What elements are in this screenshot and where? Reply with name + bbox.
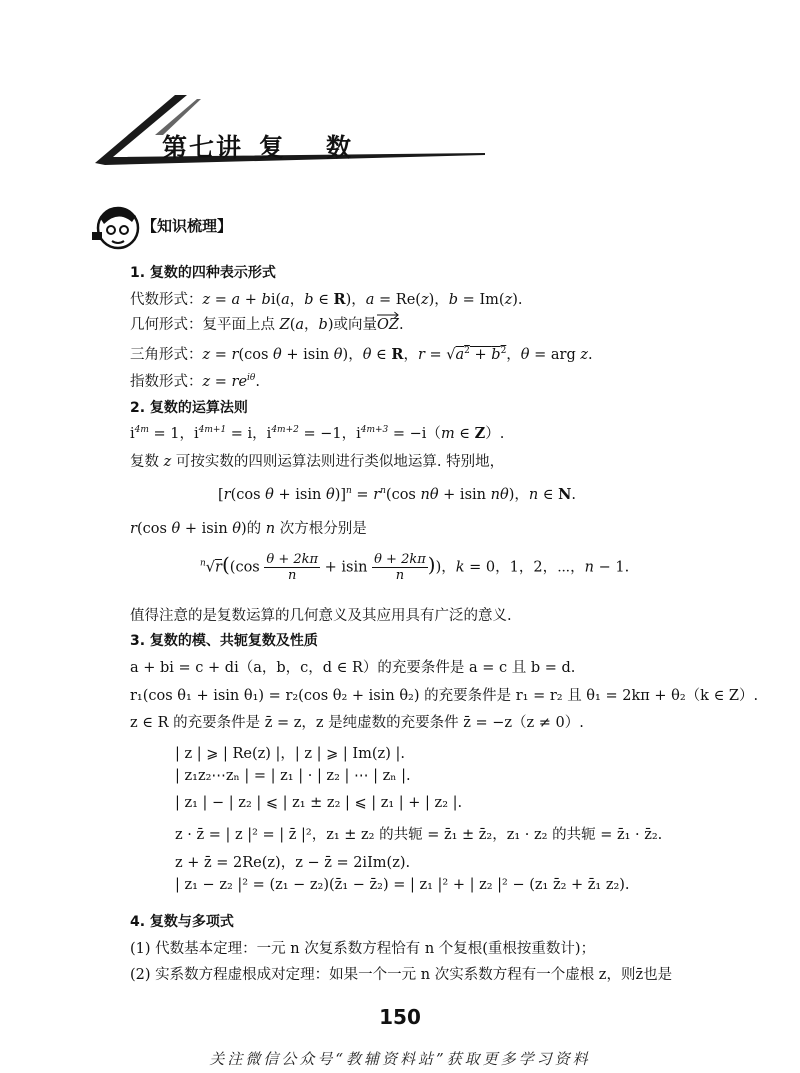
algebraic-form-line: 代数形式：z = a + bi(a，b ∈ R)，a = Re(z)，b = Im(z). bbox=[130, 291, 523, 308]
section-heading-3: 3. 复数的模、共轭复数及性质 bbox=[130, 633, 318, 649]
fraction-1: $\frac{\theta + 2k\pi}{n}$ bbox=[266, 552, 319, 583]
section-heading-2: 2. 复数的运算法则 bbox=[130, 400, 248, 416]
conjugate-property-1: z · z̄ = | z |² = | z̄ |²，z₁ ± z₂ 的共轭 = z̄₁ ± z̄₂，z₁ · z₂ 的共轭 = z̄₁ · z̄₂. bbox=[175, 827, 663, 843]
modulus-property-1: | z | ⩾ | Re(z) |，| z | ⩾ | Im(z) |. bbox=[175, 746, 405, 762]
modulus-difference-property: | z₁ − z₂ |² = (z₁ − z₂)(z̄₁ − z̄₂) = | z₁ |² + | z₂ |² − (z₁ z̄₂ + z̄₁ z₂). bbox=[175, 877, 630, 893]
conjugate-root-theorem-line: (2) 实系数方程虚根成对定理：如果一个一元 n 次实系数方程有一个虚根 z，则z̄也是 bbox=[130, 967, 673, 983]
section-heading-1: 1. 复数的四种表示形式 bbox=[130, 265, 276, 281]
powers-of-i-line: $i^{4m} = 1$，$i^{4m+1} = i$，$i^{4m+2} = -1$，$i^{4m+3} = -i(m$ ∈ Z）. bbox=[130, 425, 505, 442]
exponential-form-line: 指数形式：$z = re^{i\theta}$. bbox=[130, 373, 260, 390]
vector-oz: OZ bbox=[377, 317, 399, 333]
geometric-meaning-line: 值得注意的是复数运算的几何意义及其应用具有广泛的意义. bbox=[130, 608, 512, 624]
trigonometric-form-line: 三角形式：z = r(cos θ + isin θ)，θ ∈ R，$r = √a^2 + b^2$，θ = arg z. bbox=[130, 346, 593, 363]
fraction-2: $\frac{\theta + 2k\pi}{n}$ bbox=[374, 552, 426, 583]
arithmetic-note-line: 复数 z 可按实数的四则运算法则进行类似地运算. 特别地， bbox=[130, 454, 505, 470]
nth-root-intro-line: r(cos θ + isin θ)的 n 次方根分别是 bbox=[130, 521, 367, 537]
page-number: 150 bbox=[379, 1005, 421, 1029]
section-label: 【知识梳理】 bbox=[142, 217, 233, 235]
section-heading-4: 4. 复数与多项式 bbox=[130, 914, 234, 930]
nth-root-formula: $^n$√r((cos $\frac{\theta + 2k\pi}{n}$ + isin $\frac{\theta + 2k\pi}{n}$ ))，k = 0，1，2，⋯，n − 1. bbox=[200, 552, 630, 583]
equality-condition-line: a + bi = c + di（a，b，c，d ∈ R）的充要条件是 a = c 且 b = d. bbox=[130, 660, 576, 676]
chapter-title-part3: 数 bbox=[326, 133, 354, 162]
chapter-title-part2: 复 bbox=[259, 133, 287, 162]
real-imaginary-condition-line: z ∈ R 的充要条件是 z̄ = z，z 是纯虚数的充要条件 z̄ = −z（z ≠ 0）. bbox=[130, 715, 584, 731]
modulus-property-3: | z₁ | − | z₂ | ⩽ | z₁ ± z₂ | ⩽ | z₁ | + | z₂ |. bbox=[175, 795, 463, 811]
chapter-title-part1: 第七讲 bbox=[162, 133, 244, 162]
footer-note: 关注微信公众号“教辅资料站”获取更多学习资料 bbox=[209, 1050, 591, 1068]
modulus-property-2: | z₁z₂⋯zₙ | = | z₁ | · | z₂ | ⋯ | zₙ |. bbox=[175, 768, 411, 784]
de-moivre-formula: [r(cos θ + isin $\theta)]^n = r^n(\cos$ nθ + isin nθ)，n ∈ N. bbox=[218, 486, 577, 503]
conjugate-property-2: z + z̄ = 2Re(z)，z − z̄ = 2iIm(z). bbox=[175, 855, 411, 871]
geometric-form-line: 几何形式：复平面上点 Z(a，b)或向量OZ . bbox=[130, 313, 404, 334]
chapter-title bbox=[162, 128, 353, 164]
fundamental-theorem-line: (1) 代数基本定理：一元 n 次复系数方程恰有 n 个复根(重根按重数计)； bbox=[130, 941, 596, 957]
mascot-icon bbox=[88, 200, 146, 256]
trig-equality-condition-line: r₁(cos θ₁ + isin θ₁) = r₂(cos θ₂ + isin θ₂) 的充要条件是 r₁ = r₂ 且 θ₁ = 2kπ + θ₂（k ∈ Z）. bbox=[130, 688, 759, 704]
